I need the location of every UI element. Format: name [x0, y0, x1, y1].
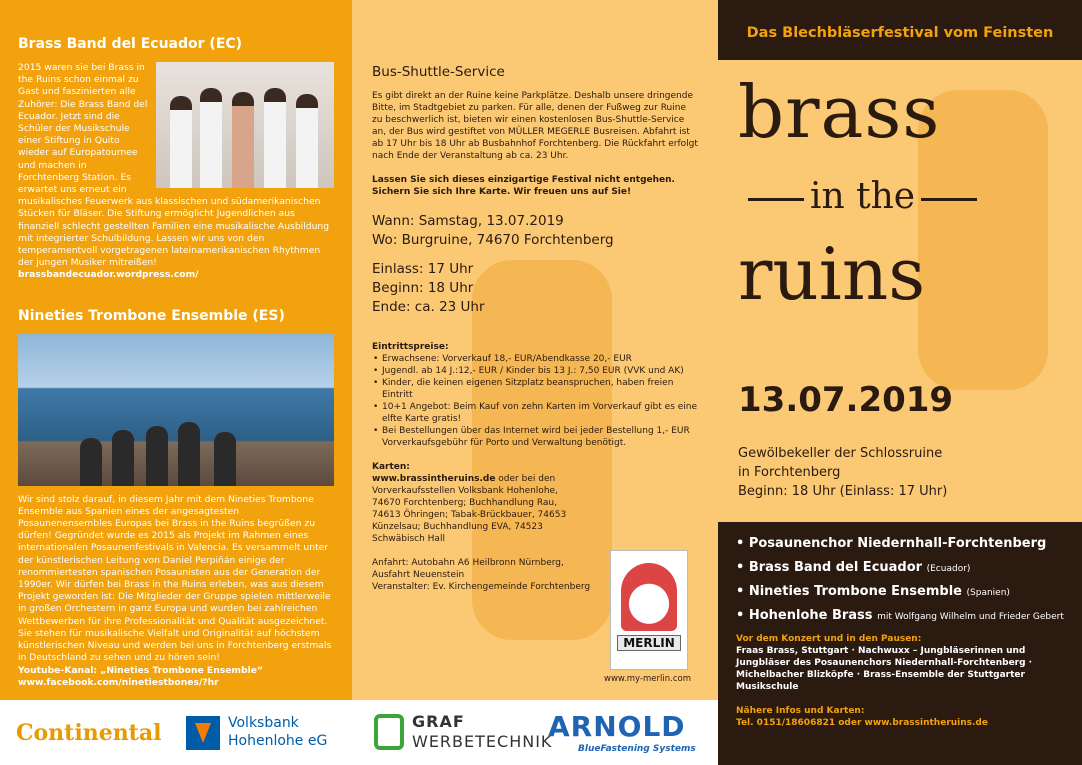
merlin-name: MERLIN — [617, 635, 681, 651]
price-item: • Kinder, die keinen eigenen Sitzplatz beanspruchen, haben freien Eintritt — [382, 377, 698, 401]
ecuador-title: Brass Band del Ecuador (EC) — [18, 36, 243, 52]
youtube-channel: Youtube-Kanal: „Nineties Trombone Ensemble“ — [18, 664, 264, 676]
band-member — [264, 88, 286, 188]
ecuador-band-photo — [156, 62, 334, 188]
wizard-icon — [621, 563, 677, 631]
graf-logo-icon — [374, 714, 404, 750]
ensemble-member — [146, 426, 168, 486]
ensemble-member — [80, 438, 102, 486]
event-when: Wann: Samstag, 13.07.2019 — [372, 213, 564, 229]
veranstalter-text: Veranstalter: Ev. Kirchengemeinde Forchtenberg — [372, 582, 591, 592]
shuttle-text: Es gibt direkt an der Ruine keine Parkplätze. Deshalb unsere dringende Bitte, im Stadtgebiet zu parken. Für alle, denen der Fußweg zur Ruine zu beschwerlich ist, bieten wir einen kostenlosen Bus-Shuttle-Service an, der Bus wird gestiftet von MÜLLER MEGERLE Busreisen. Abfahrt ist ab 17 Uhr bis 18 Uhr ab Busbahnhof Forchtenberg. Die Rückfahrt erfolgt nach Ende der Veranstaltung ab ca. 23 Uhr. — [372, 91, 698, 161]
arnold-logo: ARNOLD — [548, 710, 686, 743]
event-date: 13.07.2019 — [738, 380, 954, 420]
venue-line: Gewölbekeller der Schlossruine — [738, 446, 943, 461]
arnold-subtitle: BlueFastening Systems — [578, 744, 696, 754]
continental-logo: Continental — [16, 720, 162, 746]
band-member — [296, 94, 318, 188]
price-item: • Erwachsene: Vorverkauf 18,- EUR/Abendkasse 20,- EUR — [382, 353, 698, 365]
band-member — [170, 96, 192, 188]
event-where: Wo: Burgruine, 74670 Forchtenberg — [372, 232, 614, 248]
graf-logo: GRAF WERBETECHNIK — [412, 712, 553, 751]
volksbank-logo: Volksbank Hohenlohe eG — [228, 715, 328, 749]
tickets-title: Karten: — [372, 462, 410, 472]
price-item: • Jugendl. ab 14 J.:12,- EUR / Kinder bis 13 J.: 7,50 EUR (VVK und AK) — [382, 365, 698, 377]
band-member — [200, 88, 222, 188]
merlin-url[interactable]: www.my-merlin.com — [604, 674, 691, 684]
venue-line: in Forchtenberg — [738, 465, 841, 480]
event-when-where — [372, 212, 698, 250]
act-item: • Brass Band del Ecuador (Ecuador) — [736, 560, 971, 575]
program-box — [718, 522, 1082, 765]
band-member — [232, 92, 254, 188]
ende-time: Ende: ca. 23 Uhr — [372, 299, 485, 315]
right-panel — [718, 0, 1082, 765]
venue-line: Beginn: 18 Uhr (Einlass: 17 Uhr) — [738, 484, 948, 499]
contact-info — [736, 705, 1068, 729]
prices-title: Eintrittspreise: — [372, 342, 449, 352]
logo-in-the: in the — [742, 176, 983, 217]
tickets-text: oder bei den Vorverkaufsstellen Volksbank Hohenlohe, 74670 Forchtenberg; Buchhandlung Rau, 74613 Öhringen; Tabak-Brückbauer, 74653 Künzelsau; Buchhandlung EVA, 74523 Schwäbisch Hall — [372, 474, 567, 544]
tickets-info — [372, 473, 586, 545]
shuttle-title: Bus-Shuttle-Service — [372, 64, 505, 80]
ensemble-member — [178, 422, 200, 486]
ecuador-link[interactable]: brassbandecuador.wordpress.com/ — [18, 269, 199, 281]
middle-panel — [352, 0, 718, 765]
logo-ruins: ruins — [738, 232, 926, 316]
prices-list — [372, 353, 698, 449]
pauses-text: Fraas Brass, Stuttgart · Nachwuxx – Jungbläserinnen und Jungbläser des Posaunenchors Niedernhall-Forchtenberg · Michelbacher Blizköpfe · Brass-Ensemble der Stuttgarter Musikschule — [736, 646, 1033, 692]
trombone-title: Nineties Trombone Ensemble (ES) — [18, 307, 285, 324]
pauses-info — [736, 633, 1068, 693]
venue-info — [738, 444, 947, 501]
trombone-ensemble-photo — [18, 334, 334, 486]
act-item: • Hohenlohe Brass mit Wolfgang Wilhelm und Frieder Gebert — [736, 608, 1064, 623]
anfahrt-text: Anfahrt: Autobahn A6 Heilbronn Nürnberg, Ausfahrt Neuenstein — [372, 558, 564, 580]
appeal-text: Lassen Sie sich dieses einzigartige Festival nicht entgehen. Sichern Sie sich Ihre Karte. Wir freuen uns auf Sie! — [372, 175, 675, 197]
act-item: • Nineties Trombone Ensemble (Spanien) — [736, 584, 1010, 599]
ensemble-member — [112, 430, 134, 486]
pauses-title: Vor dem Konzert und in den Pausen: — [736, 634, 922, 644]
price-item: • 10+1 Angebot: Beim Kauf von zehn Karten im Vorverkauf gibt es eine elfte Karte gratis! — [382, 401, 698, 425]
trombone-text: Wir sind stolz darauf, in diesem Jahr mit dem Nineties Trombone Ensemble aus Spanien eines der angesagtesten Posaunenensembles Europas bei Brass in the Ruins begrüßen zu dürfen! Gegründet wurde es 2015 als Projekt im Rahmen eines internationalen Posaunenfestivals in Valencia. Es versammelt unter der künstlerischen Leitung von Daniel Perpiñán einige der renommiertesten spanischen Posaunisten aus der Generation der 1990er. Wir dürfen bei Brass in the Ruins erleben, was aus diesem Projekt geworden ist: Die Mitglieder der Gruppe spielen mittlerweile in großen Orchestern in ganz Europa und wurden bei zahlreichen Wettbewerben für ihre Professionalität und Qualität ausgezeichnet. Sie stehen für musikalische Vielfalt und Originalität auf höchstem künstlerischen Niveau und werden bei uns in Forchtenberg erstmals in Deutschland zu sehen und zu hören sein! — [18, 493, 332, 664]
beginn-time: Beginn: 18 Uhr — [372, 280, 474, 296]
volksbank-logo-icon — [186, 716, 220, 750]
left-panel — [0, 0, 352, 765]
acts-list — [736, 536, 1068, 623]
tagline: Das Blechbläserfestival vom Feinsten — [718, 0, 1082, 60]
act-item: • Posaunenchor Niedernhall-Forchtenberg — [736, 536, 1047, 551]
tickets-link[interactable]: www.brassintheruins.de — [372, 474, 496, 484]
info-title: Nähere Infos und Karten: — [736, 706, 865, 716]
info-text[interactable]: Tel. 0151/18606821 oder www.brassintheruins.de — [736, 718, 988, 728]
sponsor-bar — [0, 700, 718, 765]
ensemble-member — [214, 432, 236, 486]
logo-brass: brass — [738, 70, 941, 154]
facebook-link[interactable]: www.facebook.com/ninetiestbones/?hr — [18, 676, 219, 688]
merlin-logo — [610, 550, 688, 670]
ecuador-text: 2015 waren sie bei Brass in the Ruins schon einmal zu Gast und faszinierten alle Zuhörer: Die Brass Band del Ecuador. Jetzt sind die Schüler der Musikschule einer Stiftung in Quito wieder auf Europatournee und machen in Forchtenberg Station. Es erwartet uns erneut ein musikalisches Feuerwerk aus klassischen und südamerikanischen Stücken für Bläser. Die Stiftung ermöglicht Jugendlichen aus finanziell schlecht gestellten Familien eine musikalische Ausbildung mit integrierter Schulbildung. Lassen wir uns von den temperamentvoll vorgetragenen lateinamerikanischen Rhythmen der jungen Musiker mitreißen! — [18, 62, 330, 269]
event-times — [372, 260, 698, 317]
einlass-time: Einlass: 17 Uhr — [372, 261, 474, 277]
price-item: • Bei Bestellungen über das Internet wird bei jeder Bestellung 1,- EUR Vorverkaufsgebühr für Porto und Verwaltung benötigt. — [382, 425, 698, 449]
